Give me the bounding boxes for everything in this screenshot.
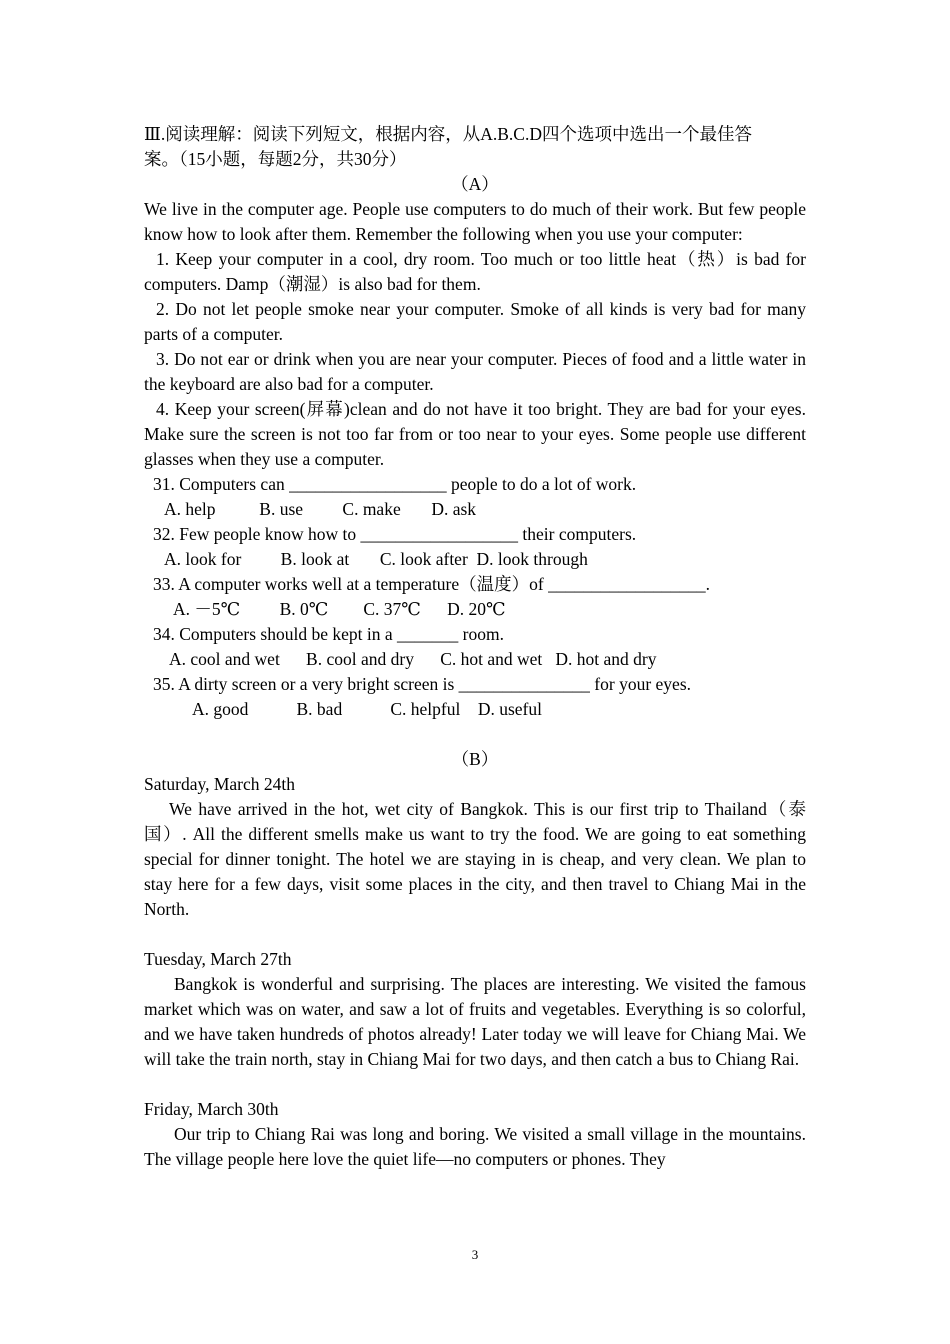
diary-date-2: Tuesday, March 27th (144, 949, 292, 969)
passage-b-label: （B） (451, 749, 499, 769)
diary-date-3: Friday, March 30th (144, 1099, 279, 1119)
diary-entry-1: We have arrived in the hot, wet city of Bangkok. This is our first trip to Thailand（泰国）. All the different smells make us want to try the food. We are going to eat something special for dinner tonight. The hotel we are staying in is cheap, and very clean. We plan to stay here for a few days, visit some places in the city, and then travel to Chiang Mai in the North. (144, 799, 806, 919)
section-instructions-line1: Ⅲ.阅读理解：阅读下列短文，根据内容，从A.B.C.D四个选项中选出一个最佳答 (144, 124, 752, 144)
spacer (144, 1072, 806, 1097)
passage-a-rule-3: 3. Do not ear or drink when you are near your computer. Pieces of food and a little water in the keyboard are also bad for a computer. (144, 349, 806, 394)
section-instructions-line2: 案。（15小题，每题2分，共30分） (144, 149, 407, 169)
spacer (144, 922, 806, 947)
question-33-stem: 33. A computer works well at a temperature（温度）of __________________. (153, 574, 710, 594)
passage-a-label: （A） (451, 174, 499, 194)
question-32-stem: 32. Few people know how to __________________ their computers. (153, 524, 637, 544)
diary-entry-2: Bangkok is wonderful and surprising. The places are interesting. We visited the famous market which was on water, and saw a lot of fruits and vegetables. Everything is so colorful, and we have taken hundreds of photos already! Later today we will leave for Chiang Mai. We will take the train north, stay in Chiang Mai for two days, and then catch a bus to Chiang Rai. (144, 974, 806, 1069)
question-31-options: A. help B. use C. make D. ask (164, 499, 477, 519)
diary-entry-3: Our trip to Chiang Rai was long and boring. We visited a small village in the mountains. The village people here love the quiet life—no computers or phones. They (144, 1124, 806, 1169)
question-34-options: A. cool and wet B. cool and dry C. hot and wet D. hot and dry (169, 649, 657, 669)
passage-a-rule-2: 2. Do not let people smoke near your computer. Smoke of all kinds is very bad for many parts of a computer. (144, 299, 806, 344)
question-33-options: A. －5℃ B. 0℃ C. 37℃ D. 20℃ (173, 599, 506, 619)
diary-date-1: Saturday, March 24th (144, 774, 295, 794)
question-32-options: A. look for B. look at C. look after D. look through (164, 549, 588, 569)
question-35-stem: 35. A dirty screen or a very bright screen is _______________ for your eyes. (153, 674, 692, 694)
question-34-stem: 34. Computers should be kept in a _______ room. (153, 624, 504, 644)
question-31-stem: 31. Computers can __________________ people to do a lot of work. (153, 474, 637, 494)
passage-a-rule-4: 4. Keep your screen(屏幕)clean and do not have it too bright. They are bad for your eyes. Make sure the screen is not too far from or too near to your eyes. Some people use different glasses when they use a computer. (144, 399, 806, 469)
question-35-options: A. good B. bad C. helpful D. useful (192, 699, 542, 719)
page-number: 3 (471, 1247, 479, 1262)
passage-a-rule-1: 1. Keep your computer in a cool, dry room. Too much or too little heat（热）is bad for computers. Damp（潮湿）is also bad for them. (144, 249, 806, 294)
page-content (144, 122, 806, 1172)
passage-a-intro: We live in the computer age. People use computers to do much of their work. But few people know how to look after them. Remember the following when you use your computer: (144, 199, 806, 244)
spacer (144, 722, 806, 747)
